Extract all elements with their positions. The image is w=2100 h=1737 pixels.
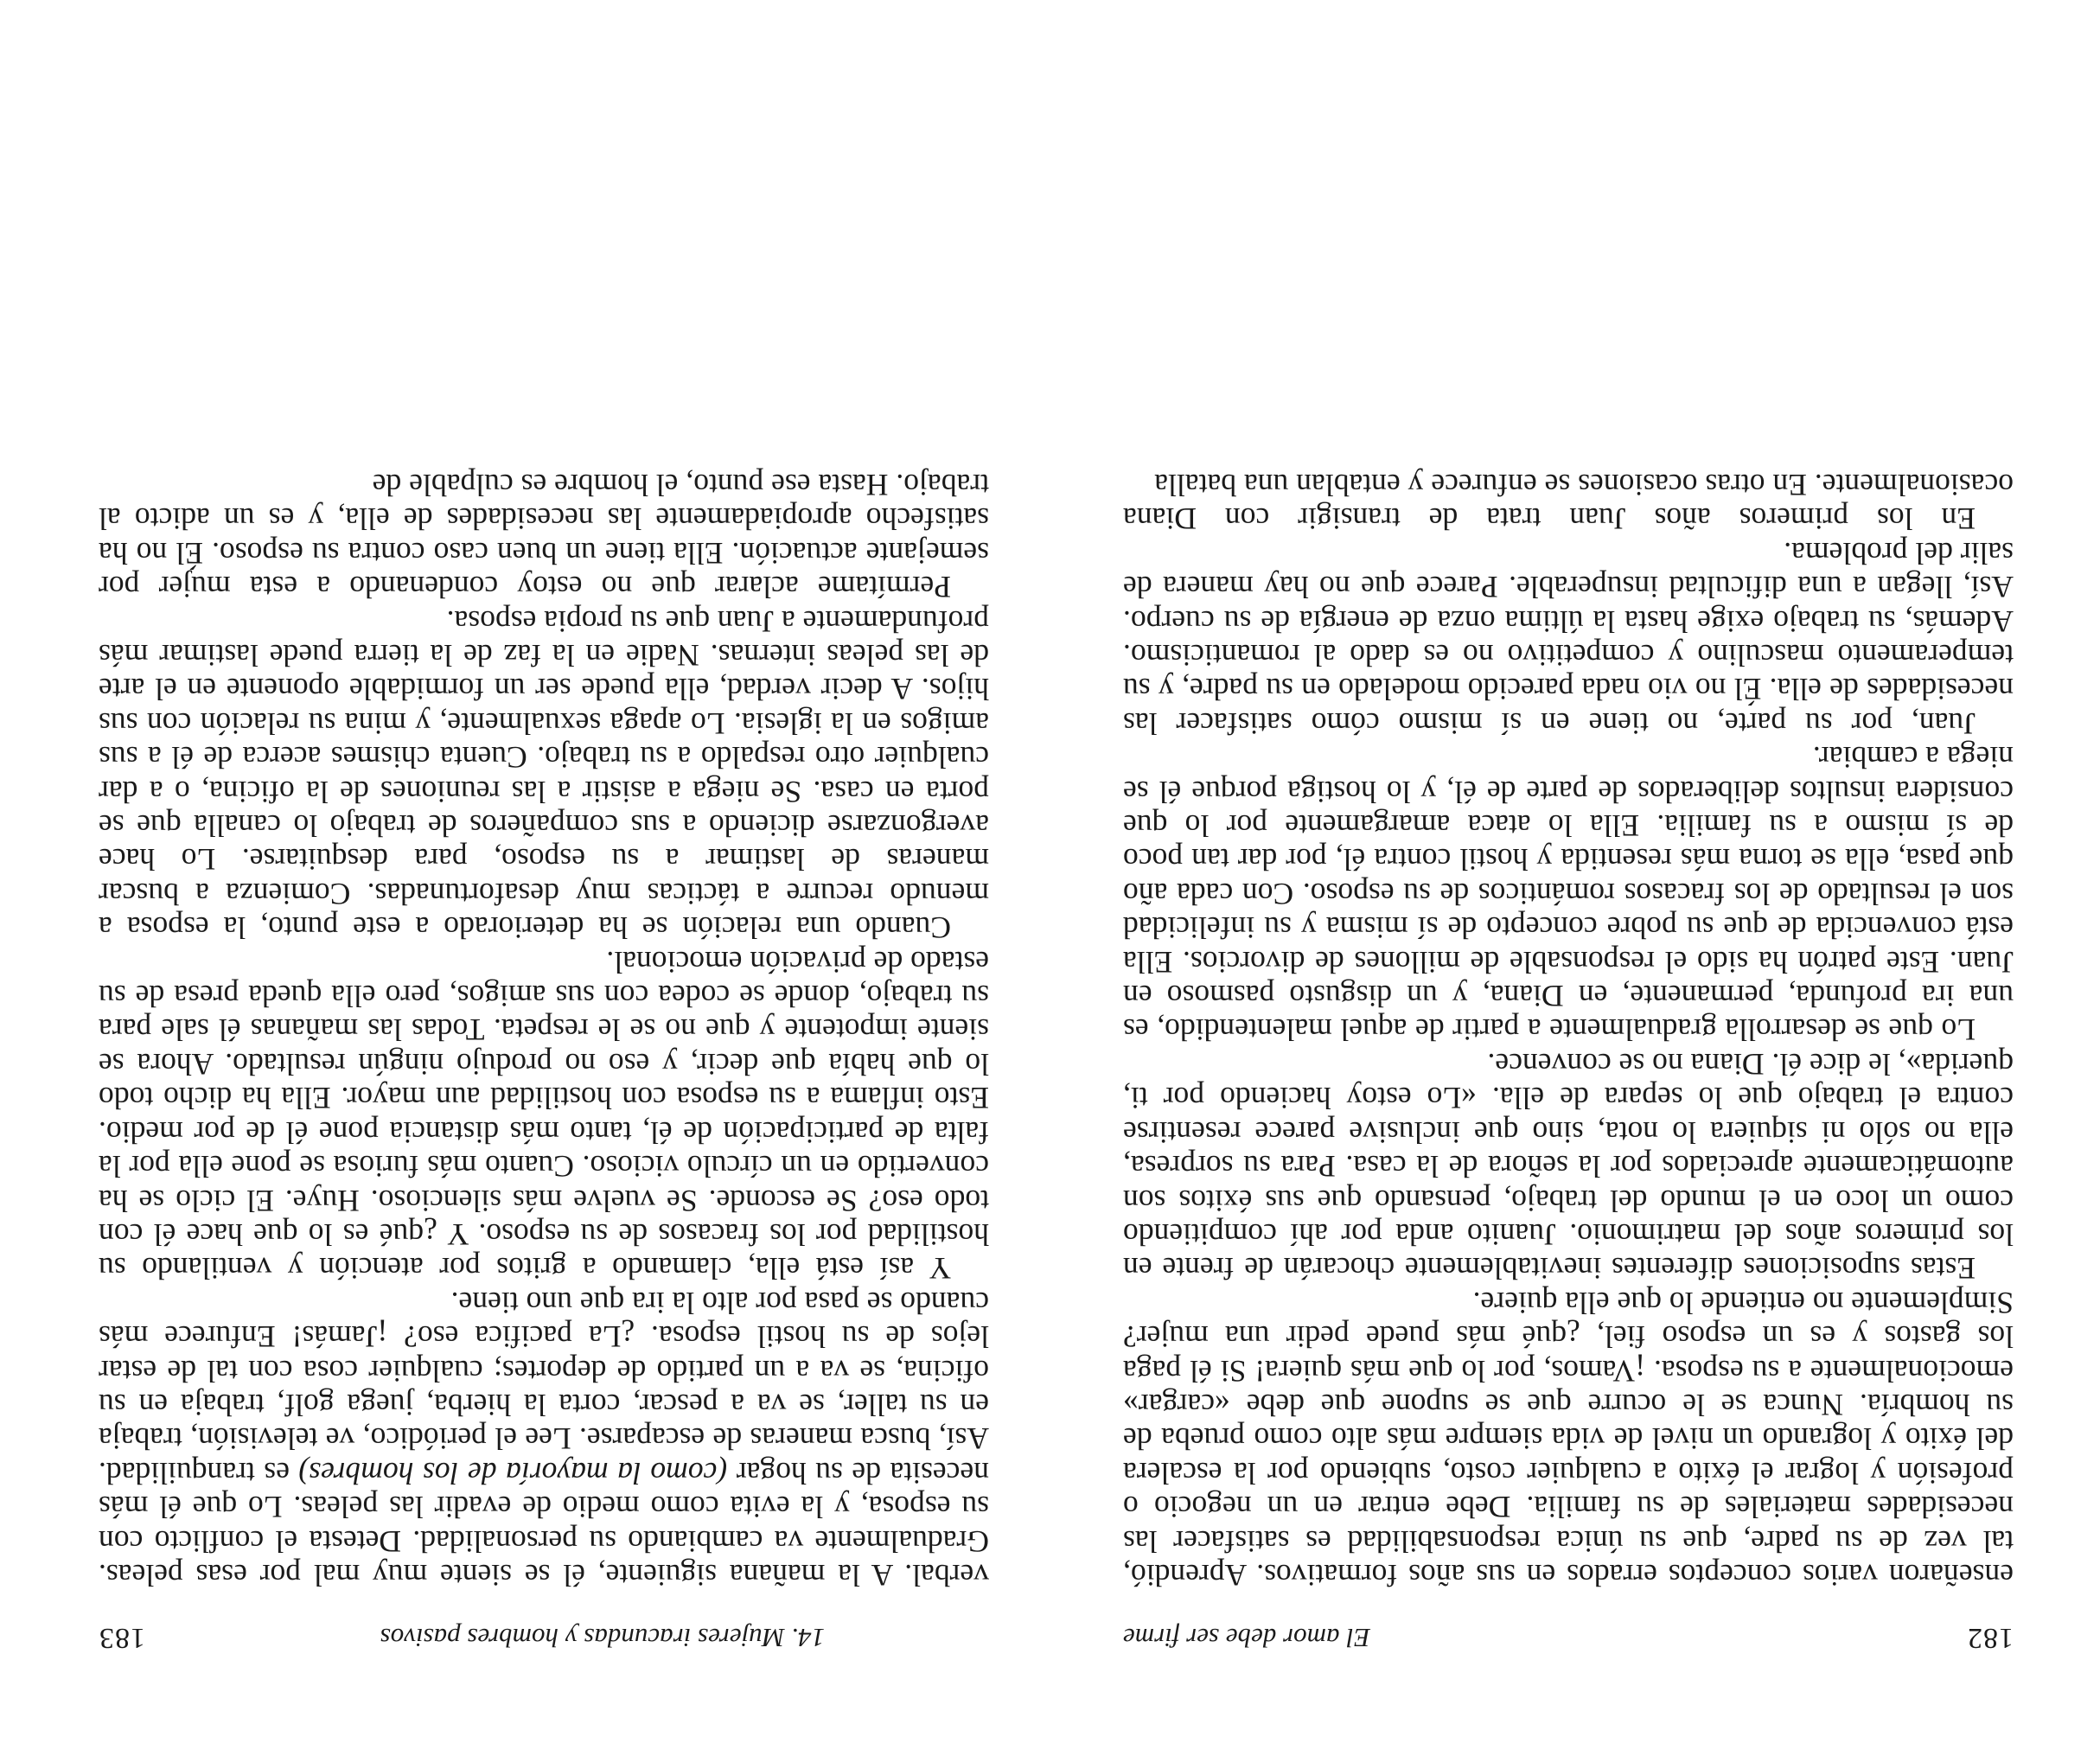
paragraph-text: verbal. A la mañana siguiente, él se siente muy mal por esas peleas. Gradualmente va cambiando su personalidad. Detesta el conflicto con su esposa, y la evita como medio de evadir las peleas. Lo que él más necesita de su hogar bbox=[99, 1455, 989, 1593]
left-running-head bbox=[1123, 1620, 2014, 1655]
paragraph: Y así está ella, clamando a gritos por atención y ventilando su hostilidad por los fracasos de su esposo. Y ¿qué es lo que hace él con todo eso? Se esconde. Se vuelve más silencioso. Huye. El ciclo se ha convertido en un círculo vicioso. Cuanto más furiosa se pone ella por la falta de participación de él, tanto más distancia pone él de por medio. Esto inflama a su esposa con hostilidad aun mayor. Ella ha dicho todo lo que había que decir, y eso no produjo ningún resultado. Ahora se siente impotente y que no se le respeta. Todas las mañanas él sale para su trabajo, donde se codea con sus amigos, pero ella queda presa de su estado de privación emocional. bbox=[99, 944, 989, 1287]
right-body-text bbox=[99, 468, 989, 1592]
italic-phrase: (como la mayoría de los hombres) bbox=[298, 1455, 728, 1491]
right-page bbox=[99, 0, 989, 1737]
right-running-head bbox=[99, 1620, 989, 1655]
paragraph: enseñaron varios conceptos errados en sus años formativos. Aprendió, tal vez de su padre, que su única responsabilidad es satisfacer las necesidades materiales de su familia. Debe entrar en un negocio o profesión y lograr el éxito a cualquier costo, subiendo por la escalera del éxito y logrando un nivel de vida siempre más alto como prueba de su hombría. Nunca se le ocurre que se supone que debe «cargar» emocionalmente a su esposa. ¡Vamos, por lo que más quiera! Si él paga los gastos y es un esposo fiel, ¿qué más puede pedir una mujer? Simplemente no entiende lo que ella quiere. bbox=[1123, 1285, 2014, 1593]
paragraph: En los primeros años Juan trata de transigir con Diana ocasionalmente. En otras ocasiones se enfurece y entablan una batalla bbox=[1123, 468, 2014, 537]
paragraph bbox=[99, 1285, 989, 1592]
running-head-title: 14. Mujeres iracundas y hombres pasivos bbox=[380, 1623, 825, 1653]
paragraph: Permítame aclarar que no estoy condenando a esta mujer por semejante actuación. Ella tiene un buen caso contra su esposo. Él no ha satisfecho apropiadamente las necesidades de ella, y es un adicto al trabajo. Hasta ese punto, el hombre es culpable de bbox=[99, 468, 989, 605]
paragraph: Estas suposiciones diferentes inevitablemente chocarán de frente en los primeros años del matrimonio. Juanito anda por ahí compitiendo como un loco en el mundo del trabajo, pensando que sus éxitos son automáticamente apreciados por la señora de la casa. Para su sorpresa, ella no sólo ni siquiera lo nota, sino que inclusive parece resentirse contra el trabajo que lo separa de ella. «Lo estoy haciendo por ti, querida», le dice él. Diana no se convence. bbox=[1123, 1046, 2014, 1287]
paragraph: Lo que se desarrolla gradualmente a partir de aquel malentendido, es una ira profunda, permanente, en Diana, y un disgusto pasmoso en Juan. Este patrón ha sido el responsable de millones de divorcios. Ella está convencida de que su pobre concepto de sí misma y su infelicidad son el resultado de los fracasos románticos de su esposo. Con cada año que pasa, ella se torna más resentida y hostil contra él, por dar tan poco de sí mismo a su familia. Ella lo ataca amargamente por lo que considera insultos deliberados de parte de él, y lo hostiga porque él se niega a cambiar. bbox=[1123, 740, 2014, 1048]
left-page bbox=[1123, 0, 2014, 1737]
page-number: 182 bbox=[1967, 1622, 2014, 1654]
page-number: 183 bbox=[99, 1622, 145, 1654]
paragraph: Juan, por su parte, no tiene en sí mismo cómo satisfacer las necesidades de ella. Él no vio nada parecido modelado en su padre, y su temperamento masculino y competitivo no es dado al romanticismo. Además, su trabajo exige hasta la última onza de energía de su cuerpo. Así, llegan a una dificultad insuperable. Parece que no hay manera de salir del problema. bbox=[1123, 535, 2014, 741]
left-body-text bbox=[1123, 468, 2014, 1592]
running-head-title: El amor debe ser firme bbox=[1123, 1623, 1370, 1653]
paragraph: Cuando una relación se ha deteriorado a este punto, la esposa a menudo recurre a tácticas muy desafortunadas. Comienza a buscar maneras de lastimar a su esposo, para desquitarse. Lo hace avergonzarse diciendo a sus compañeros de trabajo lo canalla que se porta en casa. Se niega a asistir a las reuniones de la oficina, o a dar cualquier otro respaldo a su trabajo. Cuenta chismes acerca de él a sus amigos en la iglesia. Lo apaga sexualmente, y mina su relación con sus hijos. A decir verdad, ella puede ser un formidable oponente en el arte de las peleas internas. Nadie en la faz de la tierra puede lastimar más profundamente a Juan que su propia esposa. bbox=[99, 603, 989, 946]
paragraph-text-continued: es tranquilidad. Así, busca maneras de escaparse. Lee el periódico, ve televisión, trabaja en su taller, se va a pescar, corta la hierba, juega golf, trabaja en su oficina, se va a un partido de deportes; cualquier cosa con tal de estar lejos de su hostil esposa. ¿La pacifica eso? ¡Jamás! Enfurece más cuando se pasa por alto la ira que uno tiene. bbox=[99, 1285, 989, 1491]
